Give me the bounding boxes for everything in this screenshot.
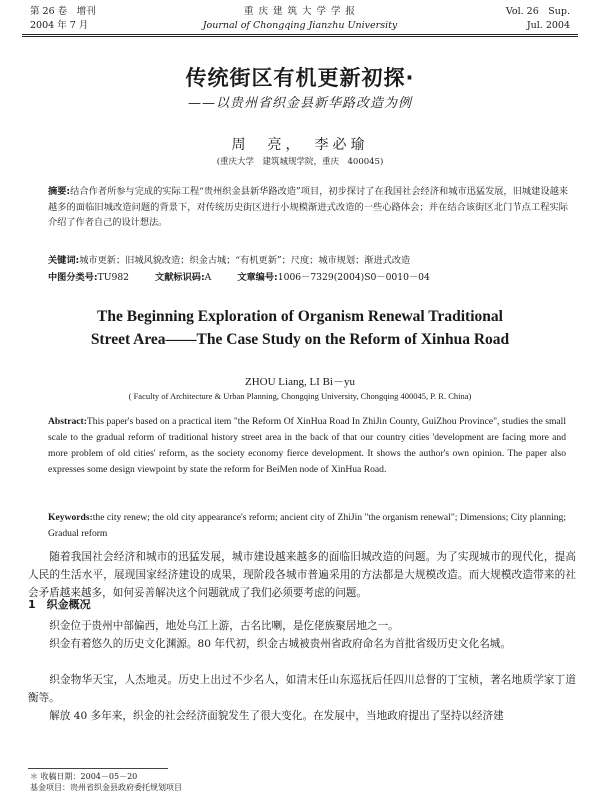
header-journal-en: Journal of Chongqing Jianzhu University bbox=[202, 20, 398, 31]
header-journal-cn: 重 庆 建 筑 大 学 学 报 bbox=[243, 6, 357, 17]
abstract-en-label: Abstract: bbox=[48, 416, 87, 427]
header-volume-en: Vol. 26 Sup. bbox=[505, 6, 570, 17]
article-no-value: 1006－7329(2004)S0－0010－04 bbox=[277, 272, 430, 283]
keywords-cn bbox=[48, 253, 568, 269]
keywords-en-text: the city renew; the old city appearance's reform; ancient city of ZhiJin "the organism renewal"; Dimensions; City planning; Gradual reform bbox=[48, 512, 566, 539]
header-date: 2004 年 7 月 bbox=[30, 20, 89, 31]
abstract-cn-label: 摘要: bbox=[48, 186, 71, 197]
clc-label: 中图分类号: bbox=[48, 272, 98, 283]
section1-paragraph: 织金位于贵州中部偏西，地处乌江上游，古名比喇，是仡佬族聚居地之一。 bbox=[49, 620, 399, 632]
header-rule-bottom bbox=[22, 36, 578, 37]
abstract-cn bbox=[48, 184, 568, 231]
header-date-en: Jul. 2004 bbox=[526, 20, 570, 31]
keywords-en bbox=[48, 510, 566, 542]
affiliation-cn: (重庆大学 建筑城规学院，重庆 400045) bbox=[216, 157, 384, 167]
paper-title-cn: 传统街区有机更新初探· bbox=[185, 66, 415, 90]
section-heading: 1 织金概况 bbox=[28, 598, 91, 611]
paper-subtitle-cn: ——以贵州省织金县新华路改造为例 bbox=[187, 96, 412, 111]
authors-cn: 周 亮， 李必瑜 bbox=[231, 137, 369, 153]
section1-paragraph: 织金有着悠久的历史文化渊源。80 年代初，织金古城被贵州省政府命名为首批省级历史文化名城。 bbox=[49, 638, 511, 650]
keywords-cn-label: 关键词: bbox=[48, 255, 80, 266]
abstract-en bbox=[48, 414, 566, 478]
section1-paragraph: 解放 40 多年来，织金的社会经济面貌发生了很大变化。在发展中，当地政府提出了坚持以经济建 bbox=[49, 710, 504, 722]
clc-value: TU982 bbox=[97, 272, 130, 283]
footnote-fund: 基金项目：贵州省织金县政府委托规划项目 bbox=[30, 783, 182, 792]
keywords-en-label: Keywords: bbox=[48, 512, 93, 523]
paper-title-en-line1: The Beginning Exploration of Organism Renewal Traditional bbox=[97, 308, 503, 325]
authors-en: ZHOU Liang, LI Bi－yu bbox=[245, 376, 355, 388]
classification-line bbox=[48, 270, 568, 286]
doc-code-label: 文献标识码: bbox=[155, 272, 205, 283]
section1-paragraph: 织金物华天宝，人杰地灵。历史上出过不少名人，如清末任山东巡抚后任四川总督的丁宝桢，著名地质学家丁道衡等。 bbox=[28, 674, 576, 704]
doc-code-value: A bbox=[204, 272, 212, 283]
keywords-cn-text: 城市更新；旧城风貌改造；织金古城；“有机更新”；尺度；城市规划；渐进式改造 bbox=[79, 255, 411, 266]
paper-title-en-line2: Street Area——The Case Study on the Reform of Xinhua Road bbox=[90, 331, 510, 348]
footnote-rule bbox=[28, 768, 168, 769]
header-volume: 第 26 卷 增刊 bbox=[30, 6, 96, 17]
article-no-label: 文章编号: bbox=[237, 272, 278, 283]
intro-paragraph: 随着我国社会经济和城市的迅猛发展，城市建设越来越多的面临旧城改造的问题。为了实现城市的现代化，提高人民的生活水平，展现国家经济建设的成果，现阶段各城市普遍采用的方法都是大规模改造。而大规模改造带来的社会矛盾越来越多，如何妥善解决这个问题就成了我们必须要考虑的问题。 bbox=[28, 551, 576, 599]
abstract-en-text: This paper's based on a practical item "the Reform Of XinHua Road In ZhiJin County, GuiZhou Province", studies the small scale to the gradual reform of traditional history street area in the back of that our country cities 'development are facing more and more problem of old cities' reform, as the society economy fierce development. It shows the author's own opinion. The paper also expresses some design viewpoint by state the reform for BeiMen node of XinHua Road. bbox=[48, 416, 566, 475]
header-rule-top bbox=[22, 34, 578, 35]
affiliation-en: ( Faculty of Architecture & Urban Planning, Chongqing University, Chongqing 400045, P. R. China) bbox=[128, 391, 472, 401]
abstract-cn-text: 结合作者所参与完成的实际工程“贵州织金县新华路改造”项目，初步探讨了在我国社会经济和城市迅猛发展，旧城建设越来越多的面临旧城改造问题的背景下，对传统历史街区进行小规模渐进式改造的一些心路体会；并在结合该街区北门节点工程实际介绍了作者自己的设计想法。 bbox=[48, 186, 568, 228]
footnote-received: ＊ 收稿日期：2004－05－20 bbox=[30, 772, 138, 781]
